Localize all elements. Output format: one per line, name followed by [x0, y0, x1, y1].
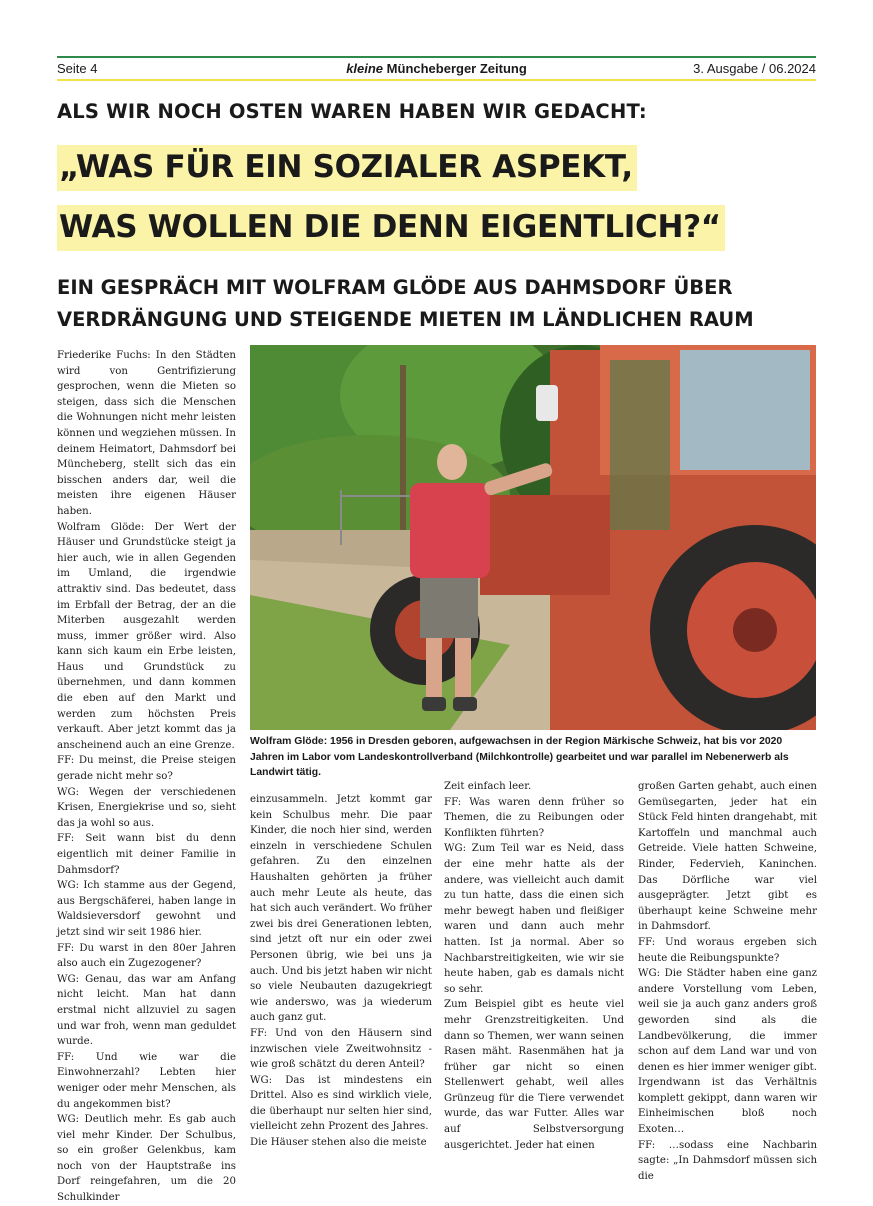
- paragraph: FF: Was waren denn früher so Themen, die zu Reibungen oder Konflikten führten?: [444, 796, 624, 839]
- paragraph: FF: Und von den Häusern sind inzwischen viele Zweitwohnsitz - wie groß schätzt du deren Anteil?: [250, 1027, 432, 1071]
- paragraph: WG: Genau, das war am Anfang nicht leicht. Man hat dann erstmal nicht allzuviel zu sagen und war froh, wenn man geduldet wurde.: [57, 973, 236, 1048]
- paragraph: großen Garten gehabt, auch einen Gemüsegarten, jeder hat ein Stück Feld hinten drangehabt, mit Kartoffeln und manchmal auch Getreide. Viele hatten Schweine, Rinder, Federvieh, Kaninchen. Das Dörfliche war viel ausgeprägter. Jetzt gibt es überhaupt keine Schweine mehr in Dahmsdorf.: [638, 781, 817, 933]
- paragraph: WG: Wegen der verschiedenen Krisen, Energiekrise und so, sieht das ja wohl so aus.: [57, 786, 236, 829]
- paragraph: WG: Zum Teil war es Neid, dass der eine mehr hatte als der andere, was vielleicht auch damit zu tun hatte, dass die einen sich mehr bewegt haben und fleißiger waren und dann auch mehr hatten. Ist ja normal. Aber so Nachbarstreitigkeiten, wie wir sie heute haben, gab es damals nicht so sehr.: [444, 843, 624, 995]
- paragraph: FF: Seit wann bist du denn eigentlich mit deiner Familie in Dahmsdorf?: [57, 833, 236, 876]
- issue-info: 3. Ausgabe / 06.2024: [693, 61, 816, 76]
- paragraph: FF: Und woraus ergeben sich heute die Reibungspunkte?: [638, 936, 817, 964]
- tractor-photo: [250, 345, 816, 730]
- paragraph: WG: Das ist mindestens ein Drittel. Also es sind wirklich viele, die überhaupt nur selten hier sind, vielleicht zehn Prozent des Jahres.: [250, 1074, 432, 1133]
- newspaper-title: Müncheberger Zeitung: [386, 61, 527, 76]
- newspaper-prefix: kleine: [346, 61, 384, 76]
- paragraph: FF: Du meinst, die Preise steigen gerade nicht mehr so?: [57, 755, 236, 783]
- paragraph: WG: Ich stamme aus der Gegend, aus Bergschäferei, haben lange in Waldsieversdorf gewohnt und jetzt sind wir seit 1986 hier.: [57, 880, 236, 938]
- page-number: Seite 4: [57, 61, 98, 76]
- paragraph: Wolfram Glöde: Der Wert der Häuser und Grundstücke steigt ja hier auch, wie in allen Gegenden im Umland, die irgendwie attraktiv sind. Das bedeutet, dass im Erbfall der Betrag, der an die Miterben ausgezahlt werden muss, immer größer wird. Also kann sich kaum ein Erbe leisten, Haus und Grundstück zu übernehmen, und dann kommen die eben auf den Markt und werden zum höchsten Preis verkauft. Aber jetzt kommt das ja anscheinend auch an eine Grenze.: [57, 521, 236, 751]
- paragraph: FF: Du warst in den 80er Jahren also auch ein Zugezogener?: [57, 942, 236, 970]
- header-rule-top: [57, 56, 816, 58]
- article-column-1: [57, 348, 236, 1206]
- article-photo: [250, 345, 816, 730]
- photo-caption: Wolfram Glöde: 1956 in Dresden geboren, aufgewachsen in der Region Märkische Schweiz, hat bis vor 2020 Jahren im Labor vom Landeskontrollverband (Milchkontrolle) gearbeitet und war parallel im Nebenerwerb als Landwirt tätig.: [250, 736, 789, 778]
- article-column-2: [250, 792, 432, 1151]
- paragraph: FF: Und wie war die Einwohnerzahl? Lebten hier weniger oder mehr Menschen, als du angekommen bist?: [57, 1051, 236, 1110]
- kicker: ALS WIR NOCH OSTEN WAREN HABEN WIR GEDACHT:: [57, 100, 647, 123]
- paragraph: Die Häuser stehen also die meiste: [250, 1137, 427, 1149]
- article-column-4: [638, 779, 817, 1184]
- paragraph: einzusammeln. Jetzt kommt gar kein Schulbus mehr. Die paar Kinder, die noch hier sind, werden einzeln in verschiedene Schulen gefahren. Zu den einzelnen Haushalten gehörten ja früher auch mehr Leute als heute, das hat sich auch verändert. Wo früher zwei bis drei Generationen lebten, sind jetzt oft nur ein oder zwei Personen übrig, wie bei uns ja auch. Und bis jetzt haben wir nicht so viele Neubauten dazugekriegt wie anderswo, was ja wiederum auch ganz gut.: [250, 794, 432, 1024]
- paragraph: Zum Beispiel gibt es heute viel mehr Grenzstreitigkeiten. Und dann so Themen, wer wann seinen Rasen mäht. Rasenmähen hat ja früher gar nicht so einen Stellenwert gehabt, weil alles Grünzeug für die Tiere verwendet wurde, das war Futter. Alles war auf Selbstversorgung ausgerichtet. Jeder hat einen: [444, 999, 624, 1151]
- paragraph: Friederike Fuchs: In den Städten wird von Gentrifizierung gesprochen, wenn die Mieten so steigen, dass sich die Menschen die Wohnungen nicht mehr leisten können und wegziehen müssen. In deinem Heimatort, Dahmsdorf bei Müncheberg, stellt sich das ein bisschen anders dar, weil die meisten ihre eigenen Häuser haben.: [57, 350, 236, 517]
- headline-line-2: WAS WOLLEN DIE DENN EIGENTLICH?“: [57, 205, 725, 251]
- page-header: [57, 59, 816, 78]
- paragraph: WG: Die Städter haben eine ganz andere Vorstellung vom Leben, weil sie ja auch ganz anders groß geworden sind als die Landbevölkerung, die immer schon auf dem Land war und von denen es hier immer weniger gibt. Irgendwann ist das Verhältnis komplett gekippt, dann waren wir Einheimischen bloß noch Exoten…: [638, 968, 817, 1136]
- paragraph: Zeit einfach leer.: [444, 781, 532, 792]
- headline-line-1: „WAS FÜR EIN SOZIALER ASPEKT,: [57, 145, 637, 191]
- header-rule-bottom: [57, 79, 816, 81]
- article-column-3: [444, 779, 624, 1153]
- subheadline: EIN GESPRÄCH MIT WOLFRAM GLÖDE AUS DAHMSDORF ÜBER VERDRÄNGUNG UND STEIGENDE MIETEN IM LÄNDLICHEN RAUM: [57, 276, 754, 331]
- paragraph: FF: …sodass eine Nachbarin sagte: „In Dahmsdorf müssen sich die: [638, 1139, 817, 1182]
- paragraph: WG: Deutlich mehr. Es gab auch viel mehr Kinder. Der Schulbus, so ein großer Gelenkbus, kam noch von der Hauptstraße ins Dorf reingefahren, um die 20 Schulkinder: [57, 1114, 236, 1204]
